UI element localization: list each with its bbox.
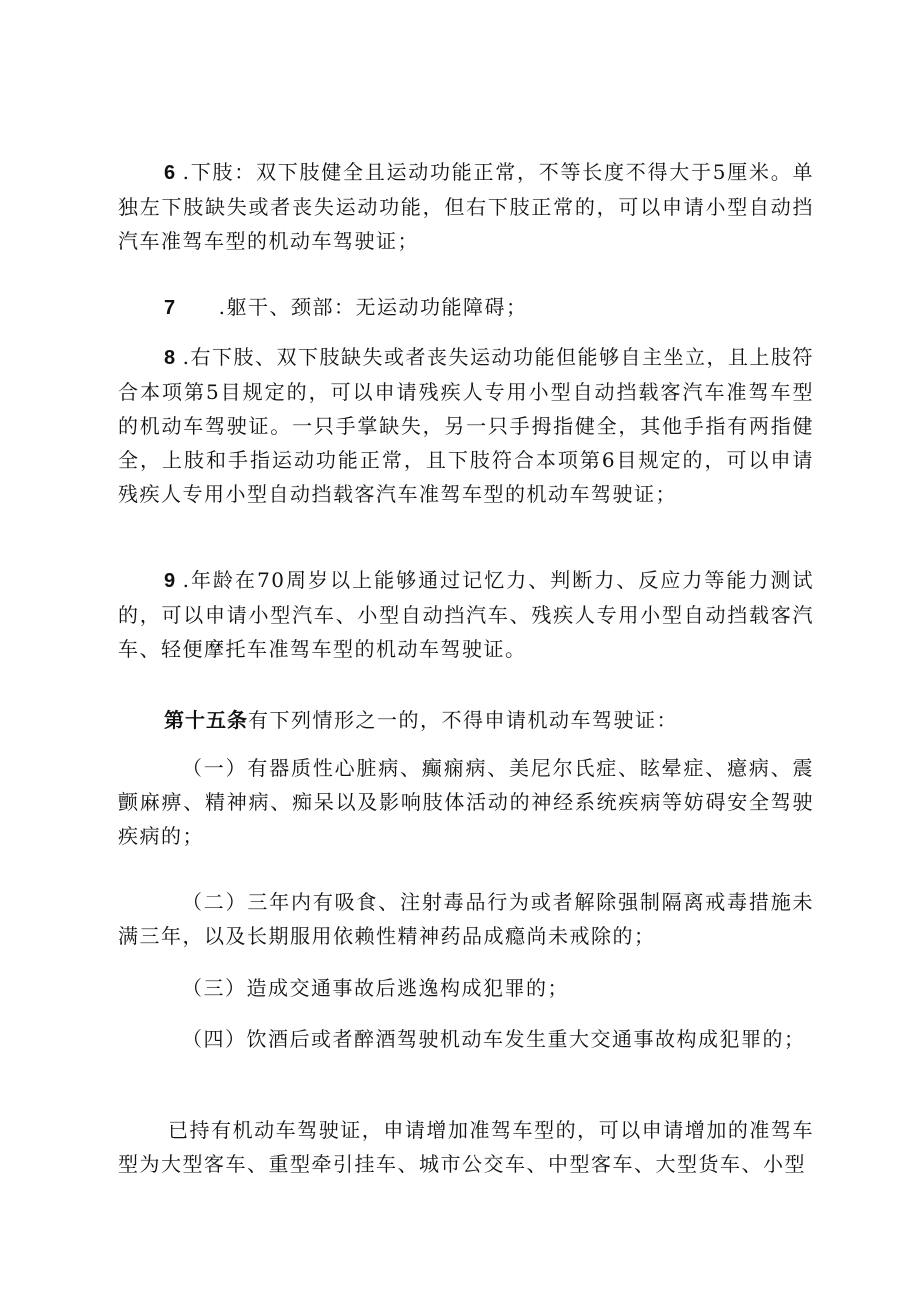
item-text: .右下肢、双下肢缺失或者丧失运动功能但能够自主坐立，且上肢符合本项第5目规定的，可以申请残疾人专用小型自动挡载客汽车准驾车型的机动车驾驶证。一只手掌缺失，另一只手拇指健全，其他手指有两指健全，上肢和手指运动功能正常，且下肢符合本项第6目规定的，可以申请残疾人专用小型自动挡载客汽车准驾车型的机动车驾驶证； <box>118 345 814 506</box>
item-text: .下肢：双下肢健全且运动功能正常，不等长度不得大于5厘米。单独左下肢缺失或者丧失运动功能，但右下肢正常的，可以申请小型自动挡汽车准驾车型的机动车驾驶证； <box>118 160 814 253</box>
list-item-2: （二）三年内有吸食、注射毒品行为或者解除强制隔离戒毒措施未满三年，以及长期服用依赖性精神药品成瘾尚未戒除的； <box>118 890 814 948</box>
item-number: 8 <box>164 347 177 369</box>
paragraph-item-7 <box>118 290 814 325</box>
closing-paragraph: 已持有机动车驾驶证，申请增加准驾车型的，可以申请增加的准驾车型为大型客车、重型牵引挂车、城市公交车、中型客车、大型货车、小型 <box>118 1118 814 1176</box>
item-number: 6 <box>164 162 177 184</box>
item-number: 9 <box>164 570 177 592</box>
article-text: 有下列情形之一的，不得申请机动车驾驶证： <box>248 708 678 732</box>
article-15 <box>118 703 814 737</box>
item-text: .年龄在70周岁以上能够通过记忆力、判断力、反应力等能力测试的，可以申请小型汽车、小型自动挡汽车、残疾人专用小型自动挡载客汽车、轻便摩托车准驾车型的机动车驾驶证。 <box>118 568 814 661</box>
paragraph-item-8 <box>118 340 814 511</box>
item-number: 7 <box>164 297 177 319</box>
article-heading: 第十五条 <box>164 708 248 732</box>
paragraph-item-9 <box>118 563 814 666</box>
list-item-1: （一）有器质性心脏病、癫痫病、美尼尔氏症、眩晕症、癔病、震颤麻痹、精神病、痴呆以及影响肢体活动的神经系统疾病等妨碍安全驾驶疾病的； <box>118 756 814 848</box>
list-item-4: （四）饮酒后或者醉酒驾驶机动车发生重大交通事故构成犯罪的； <box>182 1027 806 1051</box>
paragraph-item-6 <box>118 155 814 258</box>
list-item-3: （三）造成交通事故后逃逸构成犯罪的； <box>182 976 569 1000</box>
item-text: .躯干、颈部：无运动功能障碍； <box>218 295 528 319</box>
